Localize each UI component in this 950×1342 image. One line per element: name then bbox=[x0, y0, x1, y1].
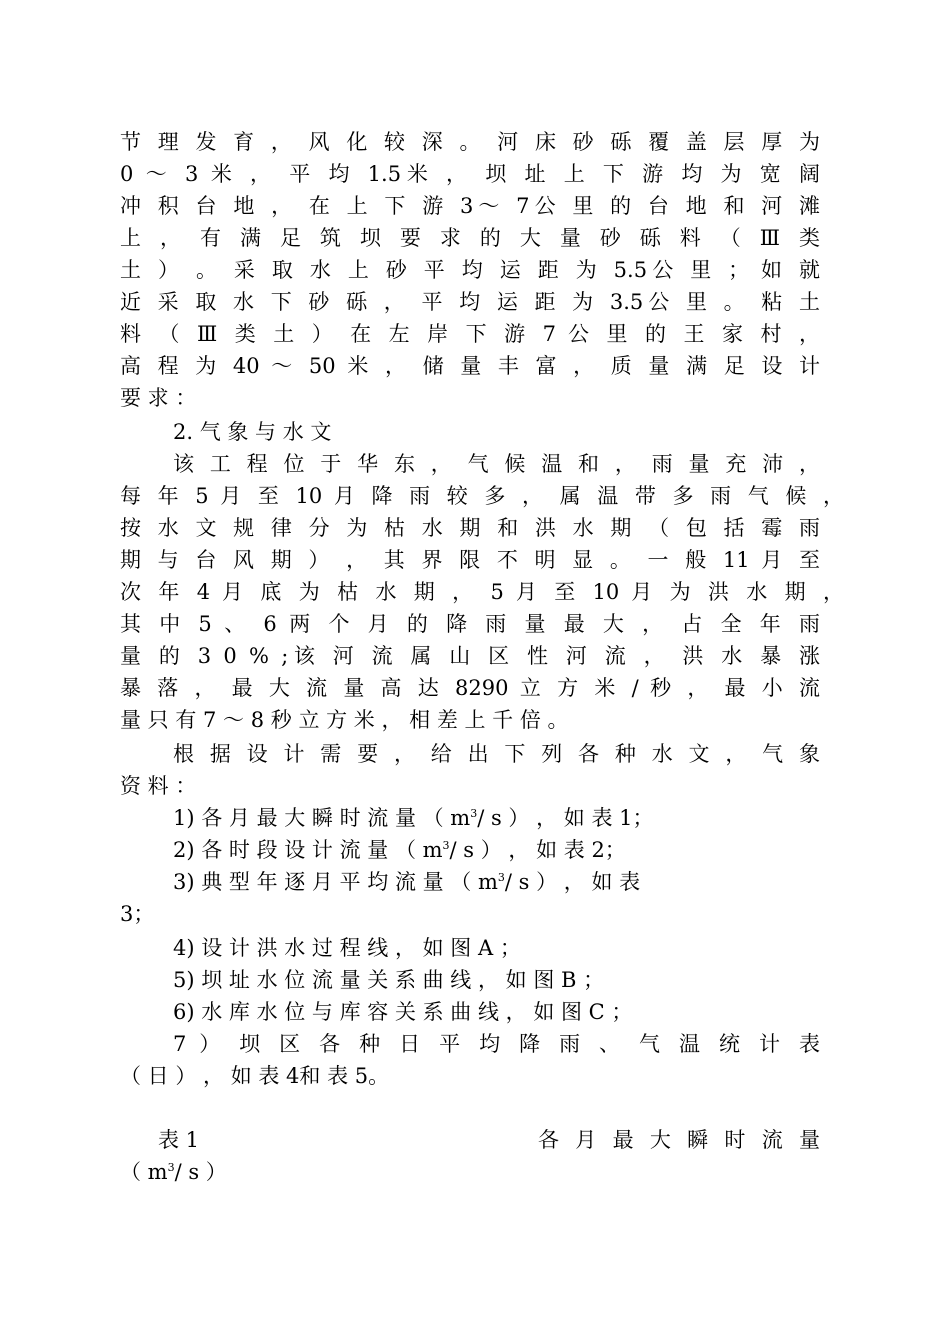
paragraph-line: 近 采 取 水 下 砂 砾 ， 平 均 运 距 为 3.5公 里 。 粘 土 bbox=[120, 290, 820, 314]
list-item-text: / s ） ， 如 表 2； bbox=[449, 838, 626, 862]
list-item bbox=[173, 866, 820, 898]
list-item-continuation: （ 日 ） ， 如 表 4和 表 5。 bbox=[120, 1064, 390, 1088]
paragraph-line: 该 工 程 位 于 华 东 ， 气 候 温 和 ， 雨 量 充 沛 ， bbox=[173, 452, 820, 476]
paragraph-line: 其 中 5 、 6 两 个 月 的 降 雨 量 最 大 ， 占 全 年 雨 bbox=[120, 612, 820, 636]
list-item-text: 1) 各 月 最 大 瞬 时 流 量 （ m bbox=[173, 806, 471, 830]
table-unit bbox=[120, 1156, 820, 1188]
superscript: 3 bbox=[167, 1161, 175, 1174]
paragraph-line: 期 与 台 风 期 ） ， 其 界 限 不 明 显 。 一 般 11 月 至 bbox=[120, 548, 820, 572]
list-item bbox=[173, 834, 820, 866]
list-item-text: 2) 各 时 段 设 计 流 量 （ m bbox=[173, 838, 443, 862]
list-item-continuation: 3； bbox=[120, 902, 155, 926]
paragraph-line: 资 料 ： bbox=[120, 774, 197, 798]
list-item: 5) 坝 址 水 位 流 量 关 系 曲 线 ， 如 图 B ； bbox=[173, 968, 605, 992]
paragraph-line: 量 只 有 7 ～ 8 秒 立 方 米 ， 相 差 上 千 倍 。 bbox=[120, 708, 569, 732]
table-title: 各 月 最 大 瞬 时 流 量 bbox=[538, 1128, 820, 1152]
table-unit-text: / s ） bbox=[174, 1160, 227, 1184]
paragraph-line: 高 程 为 40 ～ 50 米 ， 储 量 丰 富 ， 质 量 满 足 设 计 bbox=[120, 354, 820, 378]
list-item-text: / s ） ， 如 表 bbox=[504, 870, 641, 894]
section-heading: 2. 气 象 与 水 文 bbox=[173, 420, 332, 444]
paragraph-line: 冲 积 台 地 ， 在 上 下 游 3～ 7公 里 的 台 地 和 河 滩 bbox=[120, 194, 820, 218]
paragraph-line: 节 理 发 育 ， 风 化 较 深 。 河 床 砂 砾 覆 盖 层 厚 为 bbox=[120, 130, 820, 154]
paragraph-line: 土 ） 。 采 取 水 上 砂 平 均 运 距 为 5.5公 里 ； 如 就 bbox=[120, 258, 820, 282]
paragraph-line: 暴 落 ， 最 大 流 量 高 达 8290 立 方 米 / 秒 ， 最 小 流 bbox=[120, 676, 820, 700]
paragraph-line: 0 ～ 3 米 ， 平 均 1.5米 ， 坝 址 上 下 游 均 为 宽 阔 bbox=[120, 162, 820, 186]
list-item-text: 3) 典 型 年 逐 月 平 均 流 量 （ m bbox=[173, 870, 498, 894]
paragraph-line: 量 的 3 0 % ;该 河 流 属 山 区 性 河 流 ， 洪 水 暴 涨 bbox=[120, 644, 820, 668]
paragraph-line: 根 据 设 计 需 要 ， 给 出 下 列 各 种 水 文 ， 气 象 bbox=[173, 742, 820, 766]
superscript: 3 bbox=[442, 839, 450, 852]
list-item: 6) 水 库 水 位 与 库 容 关 系 曲 线 ， 如 图 C ； bbox=[173, 1000, 633, 1024]
paragraph-line: 上 ， 有 满 足 筑 坝 要 求 的 大 量 砂 砾 料 （ Ⅲ 类 bbox=[120, 226, 820, 250]
list-item: 4) 设 计 洪 水 过 程 线 ， 如 图 A ； bbox=[173, 936, 521, 960]
superscript: 3 bbox=[470, 807, 478, 820]
table-unit-text: （ m bbox=[120, 1160, 168, 1184]
paragraph-line: 要 求 ： bbox=[120, 386, 197, 410]
superscript: 3 bbox=[497, 871, 505, 884]
paragraph-line: 按 水 文 规 律 分 为 枯 水 期 和 洪 水 期 （ 包 括 霉 雨 bbox=[120, 516, 820, 540]
paragraph-line: 料 （ Ⅲ 类 土 ） 在 左 岸 下 游 7 公 里 的 王 家 村 ， bbox=[120, 322, 820, 346]
list-item: 7 ） 坝 区 各 种 日 平 均 降 雨 、 气 温 统 计 表 bbox=[173, 1032, 820, 1056]
list-item bbox=[173, 802, 820, 834]
paragraph-line: 次 年 4 月 底 为 枯 水 期 ， 5 月 至 10 月 为 洪 水 期 ， bbox=[120, 580, 844, 604]
list-item-text: / s ） ， 如 表 1； bbox=[477, 806, 654, 830]
table-label: 表 1 bbox=[158, 1128, 200, 1152]
paragraph-line: 每 年 5 月 至 10 月 降 雨 较 多 ， 属 温 带 多 雨 气 候 ， bbox=[120, 484, 844, 508]
